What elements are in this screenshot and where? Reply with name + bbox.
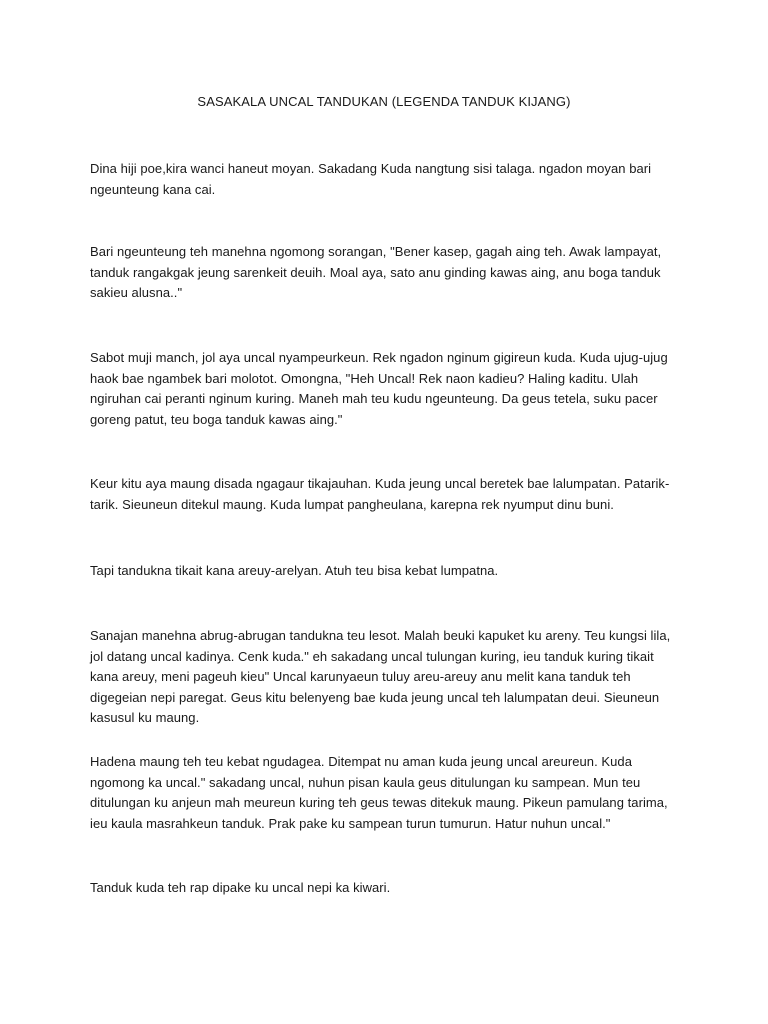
paragraph-4: Keur kitu aya maung disada ngagaur tikajauhan. Kuda jeung uncal beretek bae lalumpatan. Patarik-tarik. Sieuneun ditekul maung. Kuda lumpat pangheulana, karepna rek nyumput dinu buni. [90, 476, 670, 512]
paragraph-5: Tapi tandukna tikait kana areuy-arelyan. Atuh teu bisa kebat lumpatna. [90, 563, 499, 578]
paragraph-8: Tanduk kuda teh rap dipake ku uncal nepi ka kiwari. [90, 880, 391, 895]
paragraph-6: Sanajan manehna abrug-abrugan tandukna teu lesot. Malah beuki kapuket ku areny. Teu kungsi lila, jol datang uncal kadinya. Cenk kuda." eh sakadang uncal tulungan kuring, ieu tanduk kuring tikait kana areuy, meni pageuh kieu" Uncal karunyaeun tuluy areu-areuy anu melit kana tanduk teh digegeian nepi paregat. Geus kitu belenyeng bae kuda jeung uncal teh lalumpatan deui. Sieuneun kasusul ku maung. [90, 628, 671, 725]
paragraph-3: Sabot muji manch, jol aya uncal nyampeurkeun. Rek ngadon nginum gigireun kuda. Kuda ujug-ujug haok bae ngambek bari molotot. Omongna, "Heh Uncal! Rek naon kadieu? Haling kaditu. Ulah ngiruhan cai peranti nginum kuring. Maneh mah teu kudu ngeunteung. Da geus tetela, suku pacer goreng patut, teu boga tanduk kawas aing." [90, 350, 668, 427]
paragraph-1: Dina hiji poe,kira wanci haneut moyan. Sakadang Kuda nangtung sisi talaga. ngadon moyan bari ngeunteung kana cai. [90, 161, 652, 197]
paragraph-7: Hadena maung teh teu kebat ngudagea. Ditempat nu aman kuda jeung uncal areureun. Kuda ngomong ka uncal." sakadang uncal, nuhun pisan kaula geus ditulungan ku sampean. Mun teu ditulungan ku anjeun mah meureun kuring teh geus tewas ditekuk maung. Pikeun pamulang tarima, ieu kaula masrahkeun tanduk. Prak pake ku sampean turun tumurun. Hatur nuhun uncal." [90, 754, 668, 831]
document-title: SASAKALA UNCAL TANDUKAN (LEGENDA TANDUK KIJANG) [197, 94, 571, 109]
paragraph-2: Bari ngeunteung teh manehna ngomong sorangan, "Bener kasep, gagah aing teh. Awak lampayat, tanduk rangakgak jeung sarenkeit deuih. Moal aya, sato anu ginding kawas aing, anu boga tanduk sakieu alusna.." [90, 244, 662, 300]
